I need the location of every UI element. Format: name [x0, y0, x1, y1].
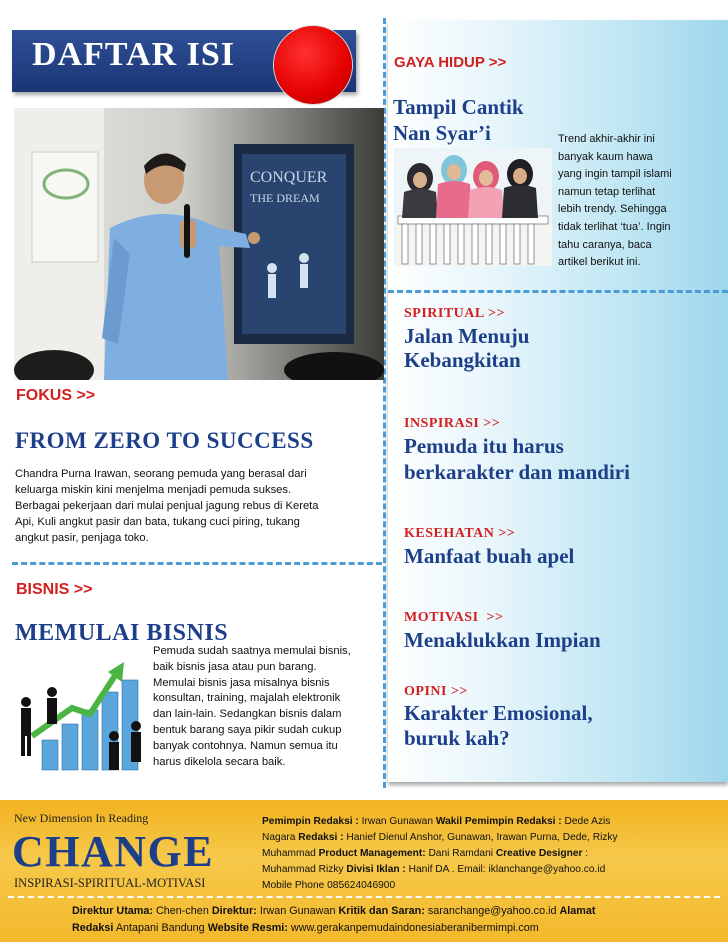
credits-text: :	[582, 848, 589, 859]
fokus-heading	[16, 387, 95, 405]
gaya-hidup-title[interactable]	[393, 94, 524, 146]
toc-title	[404, 324, 529, 372]
desc-line: Trend akhir-akhir ini	[558, 133, 655, 145]
toc-title-line: Manfaat buah apel	[404, 544, 575, 568]
credits-text: Nagara	[262, 832, 299, 843]
toc-category: INSPIRASI >>	[404, 416, 501, 431]
gaya-hidup-heading	[394, 54, 506, 71]
footer-credits	[262, 814, 654, 894]
toc-title-line: Karakter Emosional,	[404, 701, 593, 725]
desc-line: namun tetap terlihat	[558, 185, 656, 198]
contact-text: Direktur:	[211, 905, 257, 917]
fokus-text	[15, 466, 375, 546]
text-line: dan lain-lain. Sedangkan bisnis dalam	[153, 708, 342, 721]
bisnis-title[interactable]: MEMULAI BISNIS	[15, 620, 229, 646]
desc-line: yang ingin tampil islami	[558, 168, 672, 181]
page-title: DAFTAR ISI	[32, 36, 236, 73]
credits-text: Mobile Phone 085624046900	[262, 880, 396, 891]
footer-contact	[72, 903, 672, 937]
toc-title	[404, 701, 593, 751]
toc-category: OPINI >>	[404, 684, 468, 699]
text-line: harus dikelola secara baik.	[153, 755, 286, 768]
credits-text: Irwan Gunawan	[358, 816, 436, 827]
bisnis-arrow: >>	[73, 581, 93, 598]
contact-line	[72, 920, 672, 937]
toc-title	[404, 627, 601, 653]
credits-text: Creative Designer	[495, 848, 583, 859]
contact-text: Alamat	[559, 905, 596, 917]
text-line: Pemuda sudah saatnya memulai bisnis,	[153, 645, 351, 657]
toc-item-motivasi[interactable]	[404, 610, 601, 653]
text-line: Memulai bisnis jasa misalnya bisnis	[153, 676, 330, 689]
credits-text: Product Management:	[318, 848, 426, 859]
text-line: Berbagai pekerjaan dari mulai penjual jagung rebus di Kereta	[15, 500, 319, 512]
section-divider	[12, 562, 382, 565]
credits-text: Dani Ramdani	[425, 848, 496, 859]
toc-title-line: Kebangkitan	[404, 348, 521, 372]
credits-text: Wakil Pemimpin Redaksi :	[435, 816, 562, 827]
contact-text: Chen-chen	[153, 905, 212, 917]
gaya-hidup-label: GAYA HIDUP	[394, 54, 485, 71]
credits-text: Muhammad Rizky	[262, 864, 347, 875]
contact-text: Antapani Bandung	[113, 922, 208, 934]
footer-brand-logo: CHANGE	[12, 827, 215, 876]
text-line: bentuk barang saya pikir sudah cukup	[153, 723, 342, 736]
gaya-hidup-description	[558, 131, 726, 272]
toc-category: SPIRITUAL >>	[404, 306, 505, 321]
text-line: angkut pasir, penjaga toko.	[15, 532, 149, 544]
contact-text: saranchange@yahoo.co.id	[424, 905, 560, 917]
credits-text: Redaksi :	[298, 832, 344, 843]
svg-text:CONQUER: CONQUER	[250, 169, 328, 186]
toc-category: MOTIVASI >>	[404, 610, 504, 625]
toc-title-line: Menaklukkan Impian	[404, 628, 601, 652]
footer-divider	[8, 896, 720, 898]
credits-line	[262, 814, 654, 830]
credits-line	[262, 862, 654, 878]
toc-item-spiritual[interactable]	[404, 306, 529, 372]
gaya-hidup-title-line: Nan Syar’i	[393, 121, 491, 145]
gaya-hidup-arrow: >>	[488, 54, 507, 71]
credits-text: Pemimpin Redaksi :	[262, 816, 359, 827]
bisnis-heading	[16, 581, 92, 599]
speaker-photo	[14, 108, 384, 380]
gaya-hidup-title-line: Tampil Cantik	[393, 95, 524, 119]
red-circle-decoration	[274, 26, 352, 104]
credits-line	[262, 878, 654, 894]
toc-item-opini[interactable]	[404, 684, 593, 751]
desc-line: lebih trendy. Sehingga	[558, 203, 667, 216]
desc-line: banyak kaum hawa	[558, 150, 653, 163]
contact-text: Irwan Gunawan	[256, 905, 339, 917]
fokus-label: FOKUS	[16, 387, 72, 404]
bisnis-label: BISNIS	[16, 581, 70, 598]
toc-category: KESEHATAN >>	[404, 526, 516, 541]
bisnis-text	[153, 644, 383, 770]
text-line: baik bisnis jasa atau pun barang.	[153, 660, 317, 673]
toc-title	[404, 433, 630, 485]
contact-line	[72, 903, 672, 920]
credits-text: Hanif DA . Email: iklanchange@yahoo.co.id	[405, 864, 606, 875]
hijab-group-photo	[394, 148, 552, 266]
credits-text: Divisi Iklan :	[346, 864, 406, 875]
toc-title-line: buruk kah?	[404, 726, 510, 750]
desc-line: tahu caranya, baca	[558, 238, 652, 251]
desc-line: artikel berikut ini.	[558, 256, 641, 269]
svg-text:THE DREAM: THE DREAM	[250, 191, 320, 205]
contact-text: Kritik dan Saran:	[338, 905, 425, 917]
contact-text: Redaksi	[72, 922, 114, 934]
toc-title-line: berkarakter dan mandiri	[404, 460, 630, 484]
footer-tagline: New Dimension In Reading	[14, 811, 149, 825]
horizontal-divider	[388, 290, 728, 293]
toc-item-kesehatan[interactable]	[404, 526, 574, 569]
credits-line	[262, 830, 654, 846]
contact-text: Website Resmi:	[207, 922, 288, 934]
fokus-arrow: >>	[76, 387, 96, 404]
toc-title-line: Pemuda itu harus	[404, 434, 564, 458]
contact-text: www.gerakanpemudaindonesiaberanibermimpi.com	[287, 922, 539, 934]
fokus-title[interactable]: FROM ZERO TO SUCCESS	[15, 428, 314, 453]
credits-line	[262, 846, 654, 862]
text-line: keluarga miskin kini menjelma menjadi pemuda sukses.	[15, 484, 292, 496]
desc-line: tidak terlihat ‘tua’. Ingin	[558, 220, 671, 233]
credits-text: Muhammad	[262, 848, 319, 859]
toc-item-inspirasi[interactable]	[404, 416, 630, 485]
toc-title-line: Jalan Menuju	[404, 324, 530, 348]
text-line: konsultan, training, majalah elektronik	[153, 692, 341, 705]
credits-text: Dede Azis	[561, 816, 611, 827]
contact-text: Direktur Utama:	[72, 905, 153, 917]
footer-motto: INSPIRASI-SPIRITUAL-MOTIVASI	[14, 876, 206, 890]
text-line: Chandra Purna Irawan, seorang pemuda yang berasal dari	[15, 468, 307, 480]
credits-text: Hanief Dienul Anshor, Gunawan, Irawan Purna, Dede, Rizky	[343, 832, 618, 843]
text-line: banyak contohnya. Namun semua itu	[153, 739, 338, 752]
text-line: Api, Kuli angkut pasir dan bata, tukang cuci piring, tukang	[15, 516, 300, 528]
business-growth-graphic	[12, 652, 150, 776]
toc-title	[404, 543, 574, 569]
